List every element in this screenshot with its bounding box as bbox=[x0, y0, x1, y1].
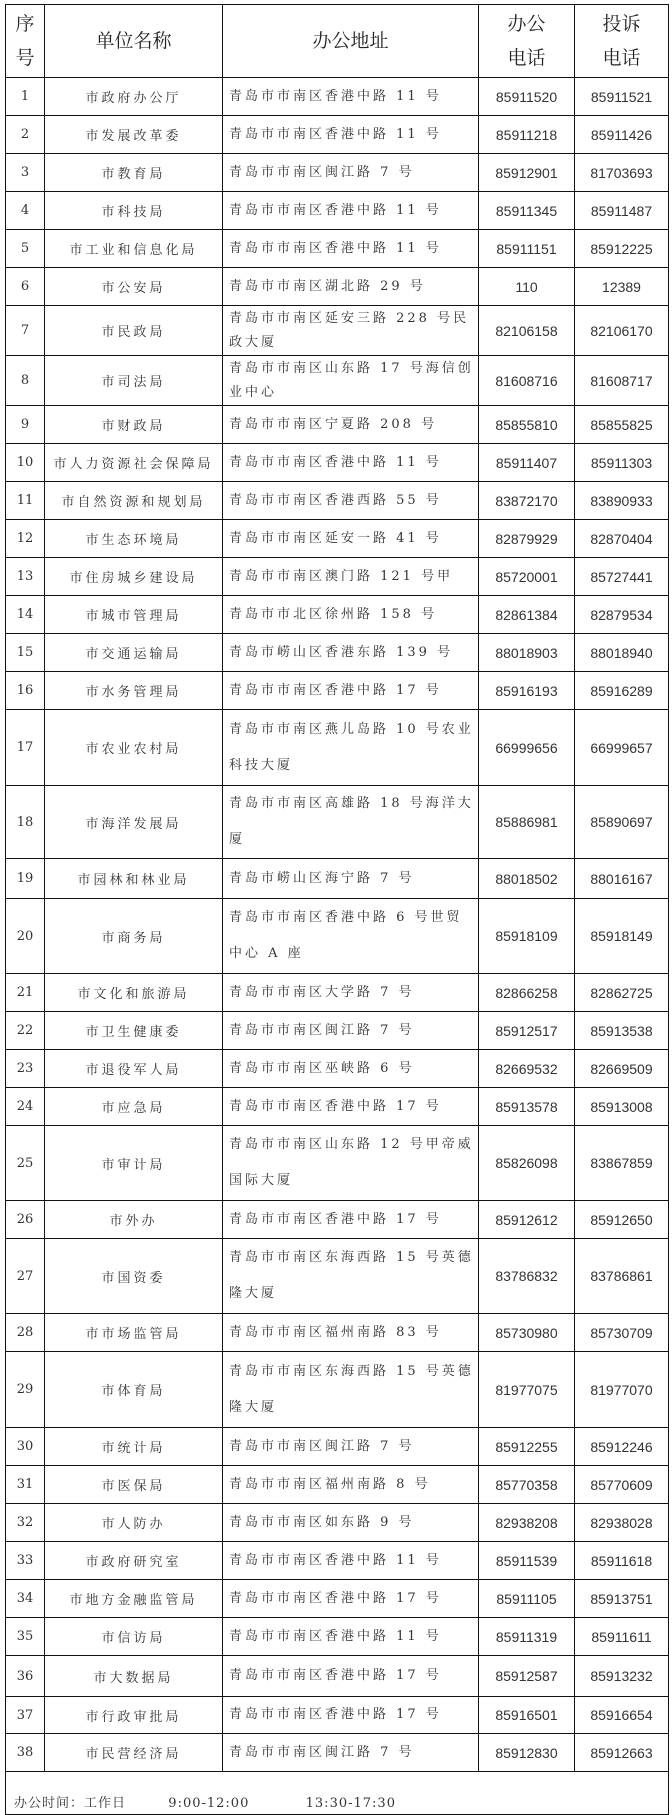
office-address: 青岛市市南区香港中路 11 号 bbox=[223, 1542, 479, 1580]
table-row bbox=[6, 356, 669, 406]
office-phone: 81608716 bbox=[479, 356, 575, 406]
complaint-phone: 81608717 bbox=[575, 356, 669, 406]
unit-name: 市财政局 bbox=[45, 406, 223, 444]
office-phone: 85911407 bbox=[479, 444, 575, 482]
unit-name: 市地方金融监管局 bbox=[45, 1580, 223, 1618]
office-phone: 82866258 bbox=[479, 974, 575, 1012]
unit-name: 市应急局 bbox=[45, 1088, 223, 1126]
table-row bbox=[6, 406, 669, 444]
complaint-phone: 83867859 bbox=[575, 1126, 669, 1201]
table-row bbox=[6, 1239, 669, 1314]
office-phone: 83872170 bbox=[479, 482, 575, 520]
row-number: 22 bbox=[6, 1012, 45, 1050]
office-phone: 66999656 bbox=[479, 710, 575, 786]
office-address: 青岛市市南区香港中路 17 号 bbox=[223, 1088, 479, 1126]
row-number: 19 bbox=[6, 859, 45, 899]
unit-name: 市公安局 bbox=[45, 268, 223, 306]
office-phone: 85855810 bbox=[479, 406, 575, 444]
table-row bbox=[6, 1656, 669, 1697]
office-address: 青岛市市南区大学路 7 号 bbox=[223, 974, 479, 1012]
unit-name: 市国资委 bbox=[45, 1239, 223, 1314]
office-address: 青岛市市南区高雄路 18 号海洋大厦 bbox=[223, 786, 479, 859]
row-number: 18 bbox=[6, 786, 45, 859]
unit-name: 市科技局 bbox=[45, 192, 223, 230]
office-phone: 81977075 bbox=[479, 1352, 575, 1428]
header-office-phone: 办公 电话 bbox=[479, 5, 575, 78]
row-number: 24 bbox=[6, 1088, 45, 1126]
header-address: 办公地址 bbox=[223, 5, 479, 78]
table-row bbox=[6, 116, 669, 154]
office-address: 青岛市市南区福州南路 8 号 bbox=[223, 1466, 479, 1504]
unit-name: 市工业和信息化局 bbox=[45, 230, 223, 268]
complaint-phone: 81703693 bbox=[575, 154, 669, 192]
office-address: 青岛市市南区湖北路 29 号 bbox=[223, 268, 479, 306]
table-row bbox=[6, 444, 669, 482]
row-number: 32 bbox=[6, 1504, 45, 1542]
complaint-phone: 85913751 bbox=[575, 1580, 669, 1618]
complaint-phone: 85912225 bbox=[575, 230, 669, 268]
office-phone: 88018502 bbox=[479, 859, 575, 899]
unit-name: 市大数据局 bbox=[45, 1656, 223, 1697]
unit-name: 市审计局 bbox=[45, 1126, 223, 1201]
unit-name: 市司法局 bbox=[45, 356, 223, 406]
unit-name: 市信访局 bbox=[45, 1618, 223, 1656]
row-number: 38 bbox=[6, 1734, 45, 1772]
complaint-phone: 85911618 bbox=[575, 1542, 669, 1580]
complaint-phone: 83890933 bbox=[575, 482, 669, 520]
complaint-phone: 66999657 bbox=[575, 710, 669, 786]
table-row bbox=[6, 78, 669, 116]
row-number: 29 bbox=[6, 1352, 45, 1428]
table-row bbox=[6, 1466, 669, 1504]
row-number: 12 bbox=[6, 520, 45, 558]
table-row bbox=[6, 899, 669, 974]
row-number: 23 bbox=[6, 1050, 45, 1088]
table-row bbox=[6, 974, 669, 1012]
office-hours-morning: 9:00-12:00 bbox=[168, 1795, 250, 1811]
unit-name: 市交通运输局 bbox=[45, 634, 223, 672]
office-address: 青岛市市南区香港中路 11 号 bbox=[223, 192, 479, 230]
office-phone: 85911520 bbox=[479, 78, 575, 116]
office-phone: 85918109 bbox=[479, 899, 575, 974]
table-row bbox=[6, 1201, 669, 1239]
unit-name: 市民营经济局 bbox=[45, 1734, 223, 1772]
unit-name: 市统计局 bbox=[45, 1428, 223, 1466]
complaint-phone: 85911487 bbox=[575, 192, 669, 230]
office-address: 青岛市市南区香港中路 11 号 bbox=[223, 116, 479, 154]
row-number: 17 bbox=[6, 710, 45, 786]
unit-name: 市园林和林业局 bbox=[45, 859, 223, 899]
office-phone: 82938208 bbox=[479, 1504, 575, 1542]
office-phone: 85912901 bbox=[479, 154, 575, 192]
office-phone: 85912612 bbox=[479, 1201, 575, 1239]
header-complaint-phone: 投诉 电话 bbox=[575, 5, 669, 78]
unit-name: 市住房城乡建设局 bbox=[45, 558, 223, 596]
office-phone: 85913578 bbox=[479, 1088, 575, 1126]
office-address: 青岛市市南区东海西路 15 号英德隆大厦 bbox=[223, 1239, 479, 1314]
row-number: 20 bbox=[6, 899, 45, 974]
office-phone: 110 bbox=[479, 268, 575, 306]
office-phone: 85720001 bbox=[479, 558, 575, 596]
office-address: 青岛市市南区宁夏路 208 号 bbox=[223, 406, 479, 444]
office-phone: 85911151 bbox=[479, 230, 575, 268]
row-number: 14 bbox=[6, 596, 45, 634]
row-number: 31 bbox=[6, 1466, 45, 1504]
office-address: 青岛市市南区香港中路 17 号 bbox=[223, 672, 479, 710]
office-phone: 85911105 bbox=[479, 1580, 575, 1618]
header-seq: 序 号 bbox=[6, 5, 45, 78]
complaint-phone: 85890697 bbox=[575, 786, 669, 859]
office-phone: 85770358 bbox=[479, 1466, 575, 1504]
complaint-phone: 85916654 bbox=[575, 1697, 669, 1734]
unit-name: 市文化和旅游局 bbox=[45, 974, 223, 1012]
complaint-phone: 85913232 bbox=[575, 1656, 669, 1697]
unit-name: 市卫生健康委 bbox=[45, 1012, 223, 1050]
row-number: 35 bbox=[6, 1618, 45, 1656]
office-phone: 82879929 bbox=[479, 520, 575, 558]
office-address: 青岛市市南区香港中路 17 号 bbox=[223, 1697, 479, 1734]
complaint-phone: 85918149 bbox=[575, 899, 669, 974]
unit-name: 市外办 bbox=[45, 1201, 223, 1239]
unit-name: 市政府办公厅 bbox=[45, 78, 223, 116]
office-address: 青岛市市南区香港中路 11 号 bbox=[223, 230, 479, 268]
office-phone: 85911218 bbox=[479, 116, 575, 154]
table-row bbox=[6, 1580, 669, 1618]
office-phone: 85912517 bbox=[479, 1012, 575, 1050]
complaint-phone: 85727441 bbox=[575, 558, 669, 596]
row-number: 34 bbox=[6, 1580, 45, 1618]
table-row bbox=[6, 1088, 669, 1126]
table-row bbox=[6, 634, 669, 672]
row-number: 13 bbox=[6, 558, 45, 596]
office-address: 青岛市市南区香港中路 17 号 bbox=[223, 1656, 479, 1697]
unit-name: 市体育局 bbox=[45, 1352, 223, 1428]
office-address: 青岛市市南区山东路 12 号甲帝威国际大厦 bbox=[223, 1126, 479, 1201]
office-address: 青岛市市南区延安三路 228 号民政大厦 bbox=[223, 306, 479, 356]
unit-name: 市退役军人局 bbox=[45, 1050, 223, 1088]
table-row bbox=[6, 1618, 669, 1656]
office-phone: 85911319 bbox=[479, 1618, 575, 1656]
table-row bbox=[6, 1050, 669, 1088]
complaint-phone: 85912663 bbox=[575, 1734, 669, 1772]
row-number: 26 bbox=[6, 1201, 45, 1239]
unit-name: 市人力资源社会保障局 bbox=[45, 444, 223, 482]
unit-name: 市海洋发展局 bbox=[45, 786, 223, 859]
office-phone: 83786832 bbox=[479, 1239, 575, 1314]
office-address: 青岛市市南区巫峡路 6 号 bbox=[223, 1050, 479, 1088]
complaint-phone: 85730709 bbox=[575, 1314, 669, 1352]
table-row bbox=[6, 1012, 669, 1050]
complaint-phone: 85916289 bbox=[575, 672, 669, 710]
table-header-row bbox=[6, 5, 669, 78]
table-row bbox=[6, 1542, 669, 1580]
row-number: 33 bbox=[6, 1542, 45, 1580]
unit-name: 市行政审批局 bbox=[45, 1697, 223, 1734]
office-phone: 85916193 bbox=[479, 672, 575, 710]
office-address: 青岛市市南区山东路 17 号海信创业中心 bbox=[223, 356, 479, 406]
complaint-phone: 12389 bbox=[575, 268, 669, 306]
office-address: 青岛市市南区香港中路 17 号 bbox=[223, 1201, 479, 1239]
office-address: 青岛市市南区延安一路 41 号 bbox=[223, 520, 479, 558]
office-address: 青岛市崂山区海宁路 7 号 bbox=[223, 859, 479, 899]
table-row bbox=[6, 710, 669, 786]
office-phone: 85912587 bbox=[479, 1656, 575, 1697]
complaint-phone: 85911303 bbox=[575, 444, 669, 482]
office-phone: 85886981 bbox=[479, 786, 575, 859]
unit-name: 市民政局 bbox=[45, 306, 223, 356]
table-row bbox=[6, 154, 669, 192]
unit-name: 市生态环境局 bbox=[45, 520, 223, 558]
table-row bbox=[6, 1314, 669, 1352]
office-address: 青岛市市南区香港中路 17 号 bbox=[223, 1580, 479, 1618]
office-address: 青岛市市南区香港中路 6 号世贸中心 A 座 bbox=[223, 899, 479, 974]
complaint-phone: 85912246 bbox=[575, 1428, 669, 1466]
office-address: 青岛市崂山区香港东路 139 号 bbox=[223, 634, 479, 672]
unit-name: 市医保局 bbox=[45, 1466, 223, 1504]
office-address: 青岛市市南区澳门路 121 号甲 bbox=[223, 558, 479, 596]
office-phone: 85911345 bbox=[479, 192, 575, 230]
table-row bbox=[6, 596, 669, 634]
complaint-phone: 85911426 bbox=[575, 116, 669, 154]
complaint-phone: 82879534 bbox=[575, 596, 669, 634]
table-row bbox=[6, 268, 669, 306]
row-number: 28 bbox=[6, 1314, 45, 1352]
complaint-phone: 82106170 bbox=[575, 306, 669, 356]
row-number: 10 bbox=[6, 444, 45, 482]
complaint-phone: 82938028 bbox=[575, 1504, 669, 1542]
office-address: 青岛市市南区燕儿岛路 10 号农业科技大厦 bbox=[223, 710, 479, 786]
complaint-phone: 82669509 bbox=[575, 1050, 669, 1088]
table-row bbox=[6, 520, 669, 558]
office-address: 青岛市市南区香港中路 11 号 bbox=[223, 444, 479, 482]
complaint-phone: 85913008 bbox=[575, 1088, 669, 1126]
office-phone: 85916501 bbox=[479, 1697, 575, 1734]
row-number: 15 bbox=[6, 634, 45, 672]
office-hours-row bbox=[6, 1772, 669, 1815]
row-number: 37 bbox=[6, 1697, 45, 1734]
unit-name: 市农业农村局 bbox=[45, 710, 223, 786]
table-row bbox=[6, 786, 669, 859]
row-number: 2 bbox=[6, 116, 45, 154]
row-number: 4 bbox=[6, 192, 45, 230]
table-row bbox=[6, 1734, 669, 1772]
unit-name: 市水务管理局 bbox=[45, 672, 223, 710]
office-directory-table bbox=[5, 4, 668, 1815]
office-address: 青岛市市南区如东路 9 号 bbox=[223, 1504, 479, 1542]
complaint-phone: 85855825 bbox=[575, 406, 669, 444]
table-row bbox=[6, 1352, 669, 1428]
row-number: 5 bbox=[6, 230, 45, 268]
office-address: 青岛市市南区香港中路 11 号 bbox=[223, 78, 479, 116]
complaint-phone: 85912650 bbox=[575, 1201, 669, 1239]
unit-name: 市人防办 bbox=[45, 1504, 223, 1542]
row-number: 1 bbox=[6, 78, 45, 116]
table-row bbox=[6, 859, 669, 899]
complaint-phone: 85770609 bbox=[575, 1466, 669, 1504]
table-row bbox=[6, 306, 669, 356]
complaint-phone: 81977070 bbox=[575, 1352, 669, 1428]
unit-name: 市教育局 bbox=[45, 154, 223, 192]
table-row bbox=[6, 1504, 669, 1542]
row-number: 6 bbox=[6, 268, 45, 306]
row-number: 8 bbox=[6, 356, 45, 406]
unit-name: 市市场监管局 bbox=[45, 1314, 223, 1352]
row-number: 25 bbox=[6, 1126, 45, 1201]
table-row bbox=[6, 1697, 669, 1734]
office-phone: 82106158 bbox=[479, 306, 575, 356]
office-phone: 85826098 bbox=[479, 1126, 575, 1201]
row-number: 11 bbox=[6, 482, 45, 520]
office-address: 青岛市市南区闽江路 7 号 bbox=[223, 1428, 479, 1466]
table-row bbox=[6, 558, 669, 596]
office-address: 青岛市市南区闽江路 7 号 bbox=[223, 154, 479, 192]
office-phone: 85912830 bbox=[479, 1734, 575, 1772]
table-row bbox=[6, 230, 669, 268]
office-hours bbox=[6, 1772, 669, 1815]
complaint-phone: 85911521 bbox=[575, 78, 669, 116]
office-phone: 82669532 bbox=[479, 1050, 575, 1088]
row-number: 27 bbox=[6, 1239, 45, 1314]
row-number: 3 bbox=[6, 154, 45, 192]
table-row bbox=[6, 482, 669, 520]
complaint-phone: 82862725 bbox=[575, 974, 669, 1012]
unit-name: 市城市管理局 bbox=[45, 596, 223, 634]
office-address: 青岛市市南区香港中路 11 号 bbox=[223, 1618, 479, 1656]
row-number: 9 bbox=[6, 406, 45, 444]
row-number: 36 bbox=[6, 1656, 45, 1697]
unit-name: 市政府研究室 bbox=[45, 1542, 223, 1580]
office-hours-afternoon: 13:30-17:30 bbox=[305, 1795, 396, 1811]
office-phone: 85911539 bbox=[479, 1542, 575, 1580]
office-phone: 85730980 bbox=[479, 1314, 575, 1352]
office-address: 青岛市市南区东海西路 15 号英德隆大厦 bbox=[223, 1352, 479, 1428]
row-number: 21 bbox=[6, 974, 45, 1012]
table-body bbox=[6, 78, 669, 1772]
office-address: 青岛市市北区徐州路 158 号 bbox=[223, 596, 479, 634]
complaint-phone: 85911611 bbox=[575, 1618, 669, 1656]
row-number: 16 bbox=[6, 672, 45, 710]
complaint-phone: 88018940 bbox=[575, 634, 669, 672]
complaint-phone: 82870404 bbox=[575, 520, 669, 558]
office-hours-label: 办公时间：工作日 bbox=[14, 1795, 127, 1811]
unit-name: 市商务局 bbox=[45, 899, 223, 974]
unit-name: 市发展改革委 bbox=[45, 116, 223, 154]
table-row bbox=[6, 192, 669, 230]
row-number: 30 bbox=[6, 1428, 45, 1466]
office-phone: 88018903 bbox=[479, 634, 575, 672]
table-row bbox=[6, 1428, 669, 1466]
complaint-phone: 85913538 bbox=[575, 1012, 669, 1050]
row-number: 7 bbox=[6, 306, 45, 356]
office-address: 青岛市市南区福州南路 83 号 bbox=[223, 1314, 479, 1352]
office-address: 青岛市市南区闽江路 7 号 bbox=[223, 1734, 479, 1772]
office-address: 青岛市市南区香港西路 55 号 bbox=[223, 482, 479, 520]
unit-name: 市自然资源和规划局 bbox=[45, 482, 223, 520]
complaint-phone: 88016167 bbox=[575, 859, 669, 899]
office-phone: 85912255 bbox=[479, 1428, 575, 1466]
table-row bbox=[6, 1126, 669, 1201]
office-phone: 82861384 bbox=[479, 596, 575, 634]
complaint-phone: 83786861 bbox=[575, 1239, 669, 1314]
office-address: 青岛市市南区闽江路 7 号 bbox=[223, 1012, 479, 1050]
table-row bbox=[6, 672, 669, 710]
header-unit-name: 单位名称 bbox=[45, 5, 223, 78]
